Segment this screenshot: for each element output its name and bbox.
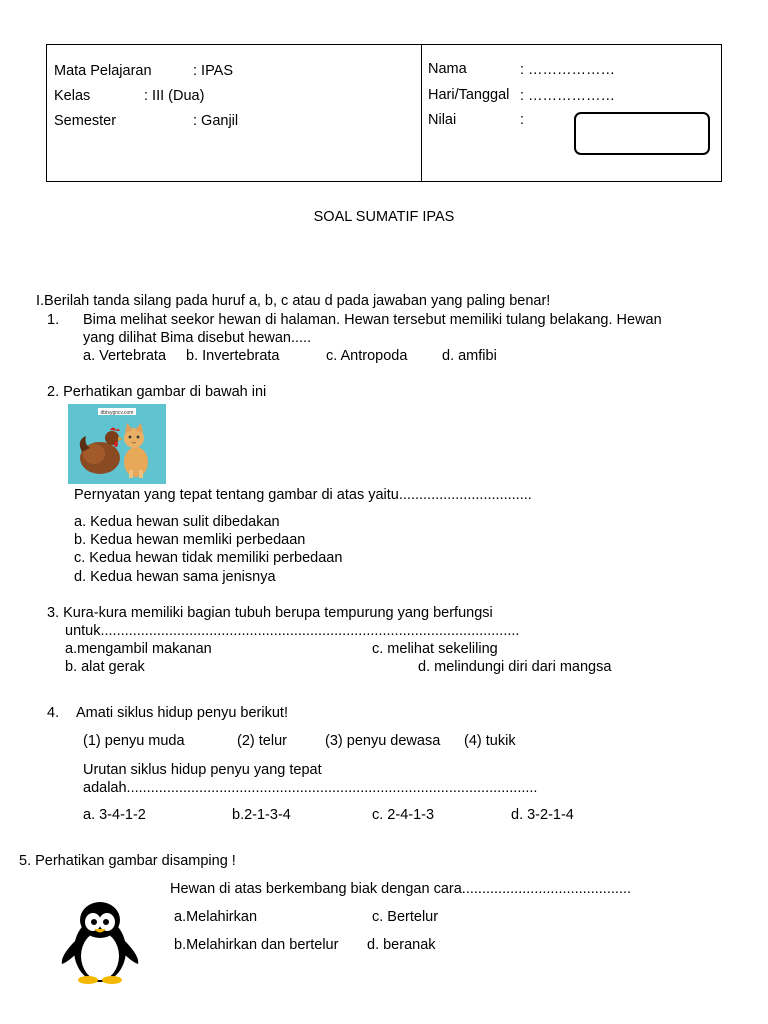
q2-option-d: d. Kedua hewan sama jenisnya <box>74 569 276 585</box>
q3-option-a: a.mengambil makanan <box>65 641 212 657</box>
q3-line2: untuk........................................................................................................ <box>65 623 520 639</box>
semester-value: : Ganjil <box>193 113 239 129</box>
header-divider <box>421 45 422 181</box>
q3-line1: 3. Kura-kura memiliki bagian tubuh berupa tempurung yang berfungsi <box>47 605 493 621</box>
q3-option-b: b. alat gerak <box>65 659 145 675</box>
date-value: : ……………… <box>520 88 616 104</box>
q5-option-c: c. Bertelur <box>372 909 439 925</box>
semester-label: Semester <box>54 113 117 129</box>
subject-value: : IPAS <box>193 63 234 79</box>
q4-text: Amati siklus hidup penyu berikut! <box>76 705 288 721</box>
q4-stage-1: (1) penyu muda <box>83 733 185 749</box>
q5-option-d: d. beranak <box>367 937 436 953</box>
q4-number: 4. <box>47 705 60 721</box>
q2-option-c: c. Kedua hewan tidak memiliki perbedaan <box>74 550 343 566</box>
q2-text: 2. Perhatikan gambar di bawah ini <box>47 384 267 400</box>
q5-text: 5. Perhatikan gambar disamping ! <box>19 853 236 869</box>
q1-number: 1. <box>47 312 60 328</box>
class-value: : III (Dua) <box>144 88 205 104</box>
q5-option-b: b.Melahirkan dan bertelur <box>174 937 339 953</box>
q3-option-c: c. melihat sekeliling <box>372 641 498 657</box>
q2-statement: Pernyatan yang tepat tentang gambar di atas yaitu................................. <box>74 487 532 503</box>
q4-stage-3: (3) penyu dewasa <box>325 733 441 749</box>
score-label: Nilai <box>428 112 457 128</box>
name-label: Nama <box>428 61 467 77</box>
q4-option-c: c. 2-4-1-3 <box>372 807 435 823</box>
instruction: I.Berilah tanda silang pada huruf a, b, c atau d pada jawaban yang paling benar! <box>36 293 551 309</box>
q1-line1: Bima melihat seekor hewan di halaman. Hewan tersebut memiliki tulang belakang. Hewan <box>83 312 662 328</box>
q4-stage-2: (2) telur <box>237 733 287 749</box>
q4-option-d: d. 3-2-1-4 <box>511 807 574 823</box>
subject-label: Mata Pelajaran <box>54 63 152 79</box>
image-caption: dbtsygncv.com <box>100 410 134 416</box>
q1-option-b: b. Invertebrata <box>186 348 280 364</box>
hen-and-cat-image <box>68 404 166 484</box>
date-label: Hari/Tanggal <box>428 87 510 103</box>
q4-line2: adalah...................................................................................................... <box>83 780 538 796</box>
q4-stage-4: (4) tukik <box>464 733 516 749</box>
score-value: : <box>520 112 525 128</box>
q2-option-b: b. Kedua hewan memliki perbedaan <box>74 532 306 548</box>
q1-option-c: c. Antropoda <box>326 348 408 364</box>
q4-option-a: a. 3-4-1-2 <box>83 807 146 823</box>
score-box[interactable] <box>574 112 710 155</box>
q1-option-a: a. Vertebrata <box>83 348 167 364</box>
q2-option-a: a. Kedua hewan sulit dibedakan <box>74 514 280 530</box>
q1-option-d: d. amfibi <box>442 348 497 364</box>
q4-option-b: b.2-1-3-4 <box>232 807 291 823</box>
q5-statement: Hewan di atas berkembang biak dengan cara.......................................... <box>170 881 631 897</box>
q5-option-a: a.Melahirkan <box>174 909 258 925</box>
q3-option-d: d. melindungi diri dari mangsa <box>418 659 612 675</box>
class-label: Kelas <box>54 88 91 104</box>
q4-line1: Urutan siklus hidup penyu yang tepat <box>83 762 322 778</box>
name-value: : ……………… <box>520 62 616 78</box>
q1-line2: yang dilihat Bima disebut hewan..... <box>83 330 312 346</box>
penguin-image <box>58 898 142 986</box>
page-title: SOAL SUMATIF IPAS <box>313 209 455 225</box>
